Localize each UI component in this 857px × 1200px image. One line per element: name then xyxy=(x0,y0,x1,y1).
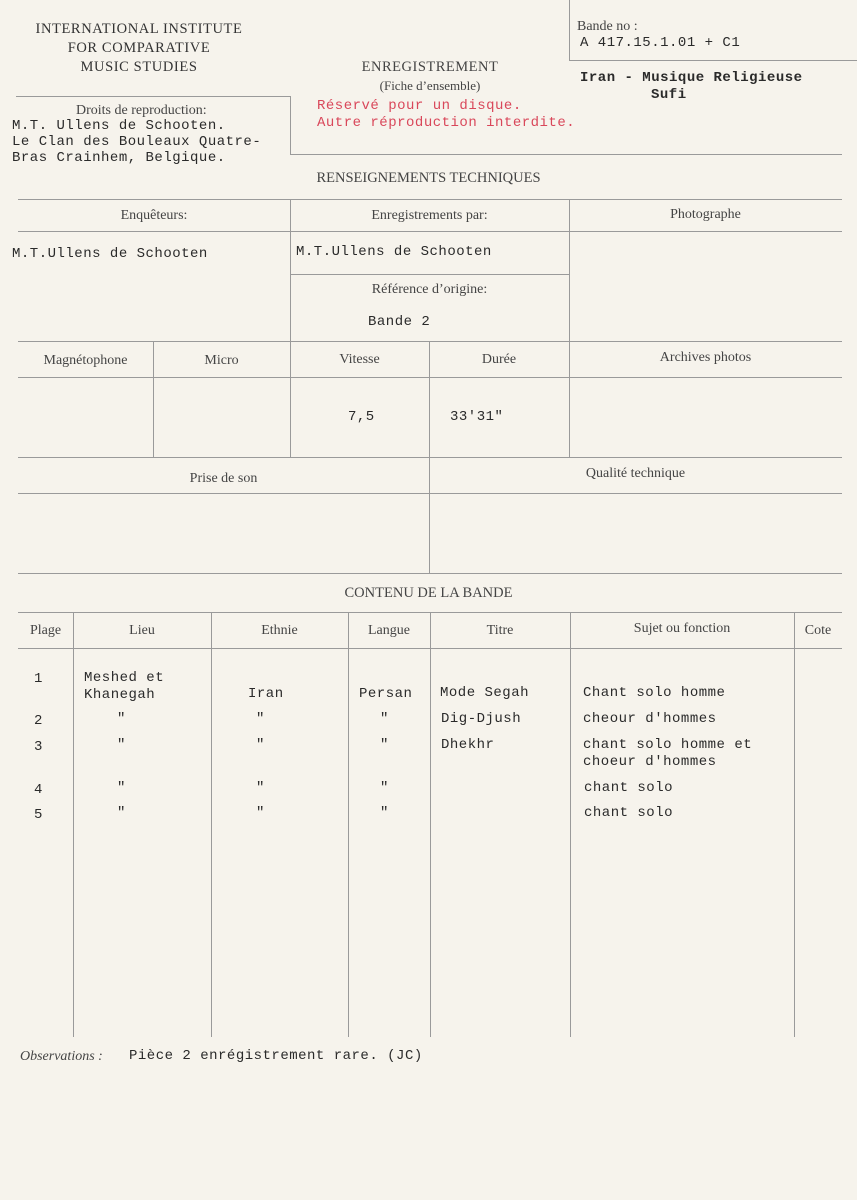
reference-value: Bande 2 xyxy=(368,314,431,330)
row-1-sujet: Chant solo homme xyxy=(583,685,726,701)
col-header-sujet: Sujet ou fonction xyxy=(633,621,731,636)
row-1-titre: Mode Segah xyxy=(440,685,530,701)
institute-line-1: INTERNATIONAL INSTITUTE xyxy=(35,21,243,37)
row-3-sujet-line-2: choeur d'hommes xyxy=(583,754,717,770)
rights-line-3: Bras Crainhem, Belgique. xyxy=(12,150,226,166)
row-3-titre: Dhekhr xyxy=(441,737,495,753)
rights-line-1: M.T. Ullens de Schooten. xyxy=(12,118,226,134)
row-2-plage: 2 xyxy=(34,713,43,729)
row-5-lieu: " xyxy=(117,805,126,821)
enregistrements-value: M.T.Ullens de Schooten xyxy=(296,244,492,260)
vitesse-value: 7,5 xyxy=(348,409,375,425)
photographe-label: Photographe xyxy=(670,207,741,222)
row-3-sujet: chant solo homme et xyxy=(583,737,753,753)
vitesse-label: Vitesse xyxy=(339,352,380,367)
contents-section-title: CONTENU DE LA BANDE xyxy=(344,585,513,601)
row-3-langue: " xyxy=(380,737,389,753)
enregistrements-label: Enregistrements par: xyxy=(371,208,488,223)
row-4-langue: " xyxy=(380,780,389,796)
row-1-plage: 1 xyxy=(34,671,43,687)
prise-de-son-label: Prise de son xyxy=(189,471,258,486)
col-header-titre: Titre xyxy=(486,623,514,638)
col-header-cote: Cote xyxy=(804,623,832,638)
row-2-sujet: cheour d'hommes xyxy=(583,711,717,727)
form-title: ENREGISTREMENT xyxy=(361,59,499,75)
rights-line-2: Le Clan des Bouleaux Quatre- xyxy=(12,134,262,150)
duree-label: Durée xyxy=(481,352,517,367)
row-4-ethnie: " xyxy=(256,780,265,796)
row-3-ethnie: " xyxy=(256,737,265,753)
row-4-plage: 4 xyxy=(34,782,43,798)
row-1-ethnie: Iran xyxy=(248,686,284,702)
micro-label: Micro xyxy=(204,353,239,368)
col-header-ethnie: Ethnie xyxy=(261,623,298,638)
subject-line-2: Sufi xyxy=(651,87,687,103)
archives-photos-label: Archives photos xyxy=(659,350,752,365)
rights-label: Droits de reproduction: xyxy=(76,103,207,118)
institute-line-2: FOR COMPARATIVE xyxy=(67,40,211,56)
row-2-lieu: " xyxy=(117,711,126,727)
enqueteurs-value: M.T.Ullens de Schooten xyxy=(12,246,208,262)
col-header-lieu: Lieu xyxy=(129,623,155,638)
row-5-sujet: chant solo xyxy=(584,805,674,821)
subject-line-1: Iran - Musique Religieuse xyxy=(580,70,803,86)
row-2-ethnie: " xyxy=(256,711,265,727)
technical-section-title: RENSEIGNEMENTS TECHNIQUES xyxy=(316,170,541,186)
row-4-sujet: chant solo xyxy=(584,780,674,796)
reproduction-notice-1: Réservé pour un disque. xyxy=(317,98,522,114)
bande-value: A 417.15.1.01 + C1 xyxy=(580,35,741,51)
row-5-langue: " xyxy=(380,805,389,821)
form-subtitle: (Fiche d’ensemble) xyxy=(379,78,481,93)
row-5-ethnie: " xyxy=(256,805,265,821)
row-1-lieu: Meshed et xyxy=(84,670,165,686)
observations-value: Pièce 2 enrégistrement rare. (JC) xyxy=(129,1048,423,1064)
row-4-lieu: " xyxy=(117,780,126,796)
row-5-plage: 5 xyxy=(34,807,43,823)
duree-value: 33'31" xyxy=(450,409,504,425)
reproduction-notice-2: Autre réproduction interdite. xyxy=(317,115,576,131)
col-header-plage: Plage xyxy=(29,623,62,638)
row-1-langue: Persan xyxy=(359,686,413,702)
bande-label: Bande no : xyxy=(577,19,638,34)
magnetophone-label: Magnétophone xyxy=(43,353,128,368)
row-3-lieu: " xyxy=(117,737,126,753)
institute-line-3: MUSIC STUDIES xyxy=(80,59,198,75)
institute-name xyxy=(14,20,264,77)
row-1-lieu-line-2: Khanegah xyxy=(84,687,156,703)
row-3-plage: 3 xyxy=(34,739,43,755)
reference-label: Référence d’origine: xyxy=(371,282,488,297)
qualite-technique-label: Qualité technique xyxy=(585,466,686,481)
row-2-titre: Dig-Djush xyxy=(441,711,522,727)
observations-label: Observations : xyxy=(20,1049,103,1064)
col-header-langue: Langue xyxy=(368,623,410,638)
enqueteurs-label: Enquêteurs: xyxy=(120,208,188,223)
row-2-langue: " xyxy=(380,711,389,727)
